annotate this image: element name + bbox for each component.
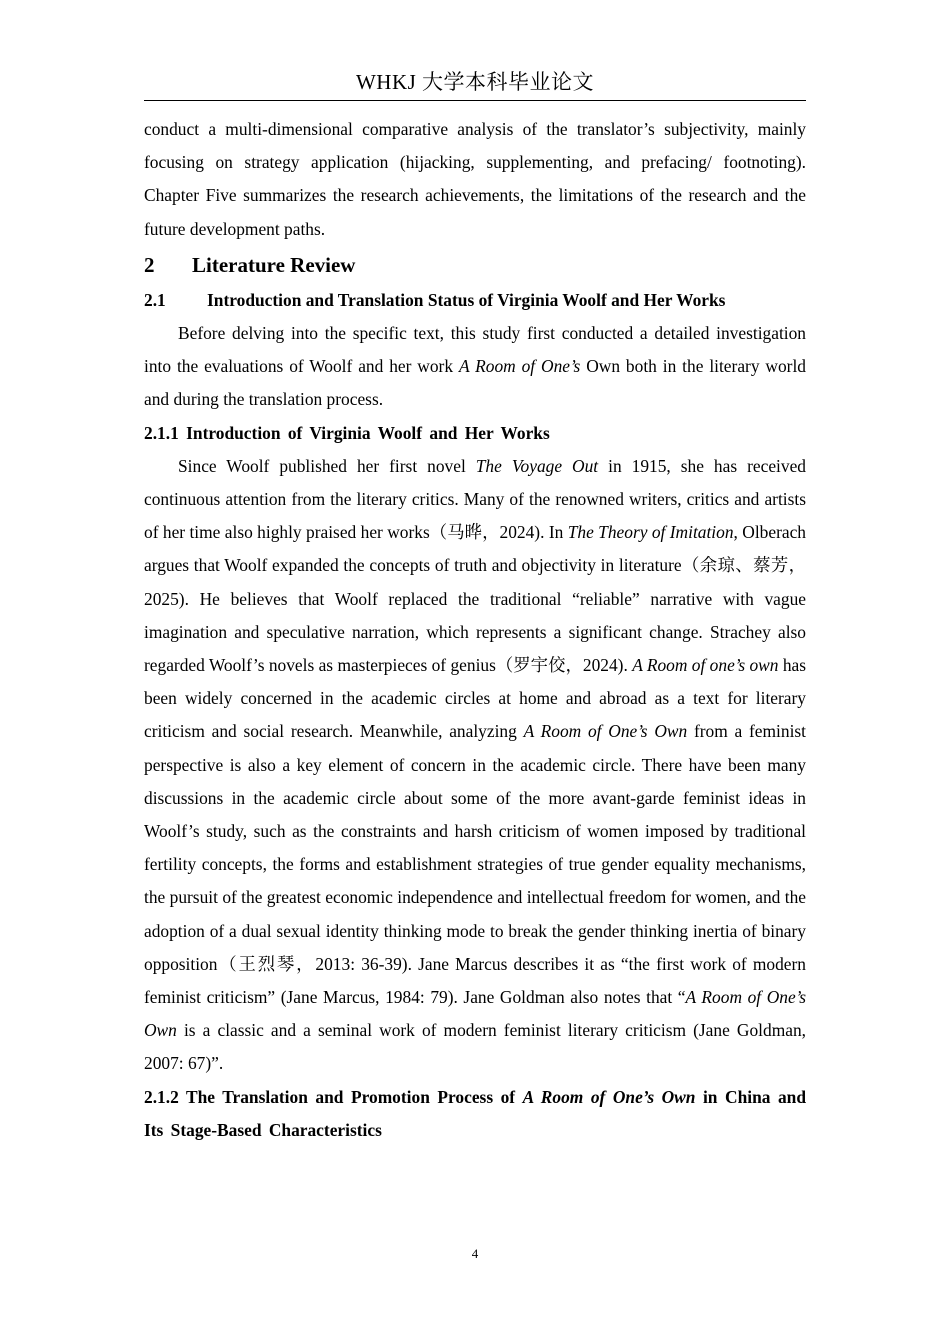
paragraph-chapter-summary: conduct a multi-dimensional comparative analysis of the translator’s subjectivity, mainly focusing on strategy application (hijacking, supplementing, and prefacing/ footnoting). Chapter Five summarizes the research achievements, the limitations of the research and the future development paths. bbox=[144, 119, 806, 239]
italic-title-run: A Room of One’s Own bbox=[522, 1086, 696, 1107]
subsection-heading-2-1-1: 2.1.1 Introduction of Virginia Woolf and Her Works bbox=[144, 422, 550, 443]
paragraph-woolf-introduction bbox=[144, 450, 806, 1081]
text-run: is a classic and a seminal work of modern feminist literary criticism (Jane Goldman, 2007: 67)”. bbox=[144, 1020, 806, 1074]
subsection-number: 2.1 bbox=[144, 289, 166, 310]
italic-title-run: The Theory of Imitation bbox=[567, 522, 734, 543]
text-run: , Olberach argues that Woolf expanded the concepts of truth and objectivity in literature（余琼、蔡芳，2025). He believes that Woolf replaced the traditional “reliable” narrative with vague imagination and speculative narration, which represents a significant change. Strachey also regarded Woolf’s novels as masterpieces of genius（罗宇佼，2024). bbox=[144, 522, 806, 676]
section-number: 2 bbox=[144, 252, 155, 277]
text-run: has been widely concerned in the academic circles at home and abroad as a text for literary criticism and social research. Meanwhile, analyzing bbox=[144, 655, 807, 742]
subsection-heading-2-1 bbox=[144, 284, 806, 317]
heading-run: 2.1.2 The Translation and Promotion Process of bbox=[144, 1086, 523, 1107]
italic-title-run: The Voyage Out bbox=[475, 455, 599, 476]
italic-title-run: A Room of One’s Own bbox=[144, 987, 806, 1041]
text-run: Since Woolf published her first novel bbox=[178, 455, 476, 476]
italic-title-run: A Room of One’s Own bbox=[523, 721, 688, 742]
text-run: Own both in the literary world and during the translation process. bbox=[144, 356, 806, 410]
subsection-title: Introduction and Translation Status of Virginia Woolf and Her Works bbox=[207, 289, 726, 310]
text-run: in 1915, she has received continuous attention from the literary critics. Many of the renowned writers, critics and artists of her time also highly praised her works（马晔，2024). In bbox=[144, 455, 806, 543]
page-header bbox=[144, 66, 806, 101]
paragraph-investigation bbox=[144, 317, 806, 417]
subsection-heading-2-1-2 bbox=[144, 1081, 806, 1147]
text-run: Before delving into the specific text, this study first conducted a detailed investigation into the evaluations of Woolf and her work bbox=[144, 323, 806, 377]
section-title: Literature Review bbox=[192, 252, 356, 277]
italic-title-run: A Room of one’s own bbox=[632, 655, 779, 676]
italic-title-run: A Room of One’s bbox=[458, 356, 581, 377]
text-run: from a feminist perspective is also a key element of concern in the academic circle. There have been many discussions in the academic circle about some of the more avant-garde feminist ideas in Woolf’s study, such as the constraints and harsh criticism of women imposed by traditional fertility concepts, the forms and establishment strategies of true gender equality mechanisms, the pursuit of the greatest economic independence and intellectual freedom for women, and the adoption of a dual sexual identity thinking mode to break the gender thinking inertia of binary opposition（王烈琴，2013: 36-39). Jane Marcus describes it as “the first work of modern feminist criticism” (Jane Marcus, 1984: 79). Jane Goldman also notes that “ bbox=[144, 721, 807, 1008]
page-body bbox=[144, 113, 806, 1147]
heading-run: in China and Its Stage-Based Characteristics bbox=[144, 1086, 807, 1140]
page-number: 4 bbox=[471, 1246, 479, 1261]
section-heading-literature-review bbox=[144, 246, 806, 284]
header-title: WHKJ 大学本科毕业论文 bbox=[355, 70, 595, 94]
